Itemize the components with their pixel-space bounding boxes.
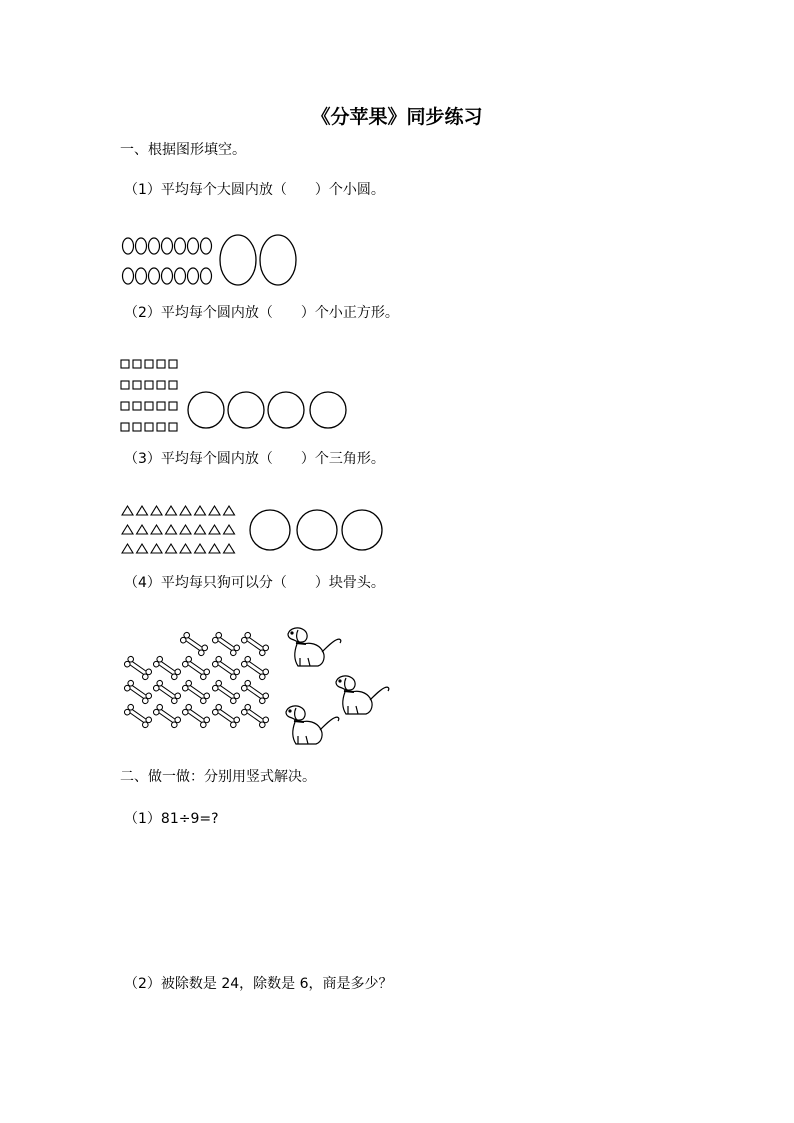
- small-oval: [123, 268, 134, 284]
- small-oval: [201, 238, 212, 254]
- small-square: [157, 360, 165, 368]
- figure-triangles: [120, 503, 390, 558]
- bone: [152, 679, 181, 704]
- small-triangle: [137, 506, 148, 515]
- small-ovals-group: [123, 238, 212, 284]
- small-square: [133, 381, 141, 389]
- small-triangle: [180, 506, 191, 515]
- figure-bones-dogs: [118, 622, 408, 762]
- small-square: [169, 423, 177, 431]
- small-square: [133, 360, 141, 368]
- small-square: [169, 402, 177, 410]
- small-square: [121, 360, 129, 368]
- bones-group: [123, 631, 269, 728]
- small-triangle: [224, 506, 235, 515]
- question-1-3: （3）平均每个圆内放（ ）个三角形。: [124, 451, 385, 467]
- question-2-1: （1）81÷9=?: [124, 811, 219, 827]
- small-square: [145, 381, 153, 389]
- question-1-1: （1）平均每个大圆内放（ ）个小圆。: [124, 182, 385, 198]
- small-triangle: [122, 506, 133, 515]
- small-square: [157, 423, 165, 431]
- small-oval: [136, 238, 147, 254]
- small-square: [145, 423, 153, 431]
- circle: [268, 392, 304, 428]
- bone: [123, 679, 152, 704]
- small-triangle: [224, 544, 235, 553]
- dog: [286, 706, 339, 744]
- small-triangle: [180, 525, 191, 534]
- small-triangle: [209, 506, 220, 515]
- bone: [179, 631, 208, 656]
- bone: [240, 655, 269, 680]
- bone: [240, 631, 269, 656]
- big-oval: [220, 235, 256, 285]
- bone: [211, 655, 240, 680]
- small-oval: [188, 268, 199, 284]
- question-1-2: （2）平均每个圆内放（ ）个小正方形。: [124, 305, 399, 321]
- figure-squares: [120, 357, 350, 433]
- circle: [310, 392, 346, 428]
- small-oval: [201, 268, 212, 284]
- big-oval: [260, 235, 296, 285]
- bone: [152, 703, 181, 728]
- small-triangle: [166, 525, 177, 534]
- small-oval: [162, 268, 173, 284]
- bone: [181, 679, 210, 704]
- small-triangle: [151, 525, 162, 534]
- small-triangle: [209, 544, 220, 553]
- circle: [342, 510, 382, 550]
- small-oval: [175, 268, 186, 284]
- small-square: [121, 423, 129, 431]
- bone: [211, 679, 240, 704]
- small-triangle: [166, 544, 177, 553]
- small-triangle: [195, 506, 206, 515]
- page-title: 《分苹果》同步练习: [311, 106, 483, 128]
- small-square: [133, 402, 141, 410]
- section1-heading: 一、根据图形填空。: [120, 142, 246, 158]
- small-oval: [149, 268, 160, 284]
- bone: [123, 655, 152, 680]
- bone: [240, 703, 269, 728]
- question-1-4: （4）平均每只狗可以分（ ）块骨头。: [124, 575, 385, 591]
- circle: [188, 392, 224, 428]
- small-oval: [149, 238, 160, 254]
- small-triangle: [151, 506, 162, 515]
- question-2-2: （2）被除数是 24，除数是 6，商是多少？: [124, 976, 393, 992]
- small-triangle: [180, 544, 191, 553]
- small-square: [157, 402, 165, 410]
- small-triangle: [195, 544, 206, 553]
- bone: [152, 655, 181, 680]
- small-triangle: [122, 544, 133, 553]
- small-square: [145, 360, 153, 368]
- bone: [211, 631, 240, 656]
- small-square: [169, 360, 177, 368]
- small-oval: [123, 238, 134, 254]
- circle: [228, 392, 264, 428]
- small-triangle: [209, 525, 220, 534]
- small-triangle: [224, 525, 235, 534]
- small-triangle: [195, 525, 206, 534]
- small-oval: [162, 238, 173, 254]
- small-triangle: [151, 544, 162, 553]
- small-square: [157, 381, 165, 389]
- small-square: [169, 381, 177, 389]
- circle: [250, 510, 290, 550]
- small-square: [121, 402, 129, 410]
- dog: [336, 676, 389, 714]
- small-triangles-group: [122, 506, 235, 553]
- bone: [181, 655, 210, 680]
- bone: [181, 703, 210, 728]
- bone: [240, 679, 269, 704]
- bone: [211, 703, 240, 728]
- dog: [288, 628, 341, 666]
- section2-heading: 二、做一做：分别用竖式解决。: [120, 769, 316, 785]
- small-triangle: [122, 525, 133, 534]
- small-triangle: [166, 506, 177, 515]
- small-triangle: [137, 525, 148, 534]
- small-square: [145, 402, 153, 410]
- small-triangle: [137, 544, 148, 553]
- circle: [297, 510, 337, 550]
- small-oval: [136, 268, 147, 284]
- bone: [123, 703, 152, 728]
- small-oval: [175, 238, 186, 254]
- small-oval: [188, 238, 199, 254]
- small-square: [133, 423, 141, 431]
- figure-ovals: [122, 232, 302, 290]
- small-square: [121, 381, 129, 389]
- small-squares-group: [121, 360, 177, 431]
